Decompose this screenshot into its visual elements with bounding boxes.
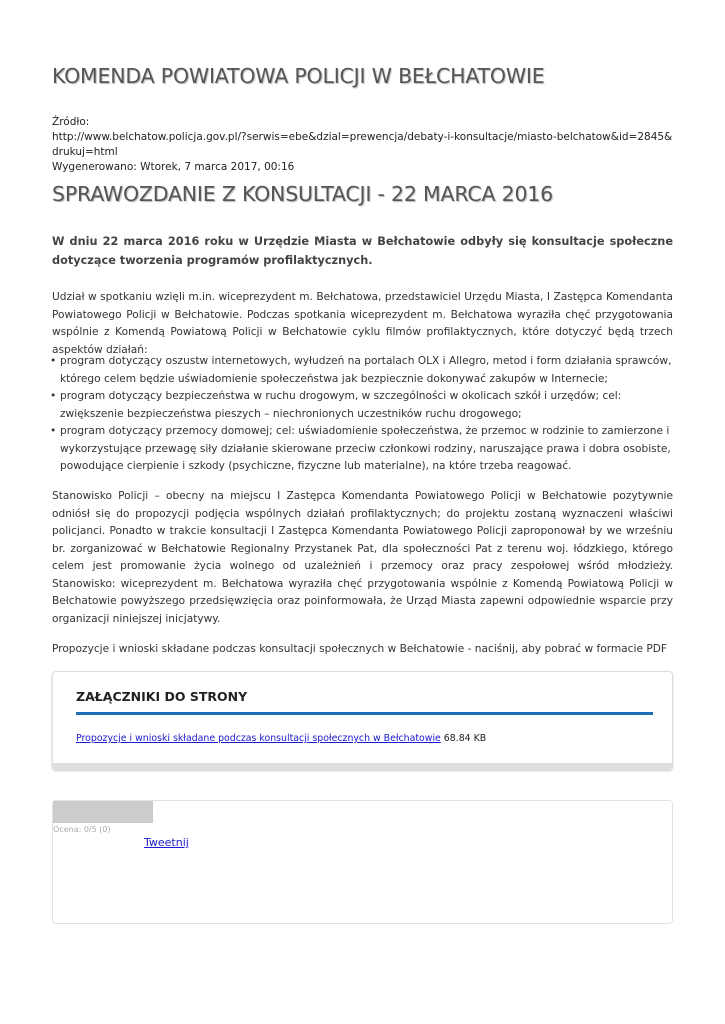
list-item-text: program dotyczący oszustw internetowych, wyłudzeń na portalach OLX i Allegro, metod i form działania sprawców, którego celem będzie uświadomienie społeczeństwa jak bezpiecznie dokonywać zakupów w Internecie; [60, 355, 672, 385]
source-label: Źródło: [52, 116, 90, 128]
rating-box [52, 800, 673, 924]
bullet-icon: • [50, 390, 57, 402]
attachments-box [52, 671, 673, 770]
bullet-icon: • [50, 355, 57, 367]
list-item-text: program dotyczący przemocy domowej; cel: uświadomienie społeczeństwa, że przemoc w rodzinie to zamierzone i wykorzystujące przewagę siły działanie skierowane przeciw członkowi rodziny, naruszające prawa i dobra osobiste, powodujące cierpienie i szkody (psychiczne, fizyczne lub materialne), na które trzeba reagować. [60, 425, 671, 472]
paragraph-intro: Udział w spotkaniu wzięli m.in. wiceprezydent m. Bełchatowa, przedstawiciel Urzędu Miasta, I Zastępca Komendanta Powiatowego Policji w Bełchatowie. Podczas spotkania wiceprezydent m. Bełchatowa wyraziła chęć przygotowania wspólnie z Komendą Powiatową Policji w Bełchatowie cyklu filmów profilaktycznych, które dotyczyć będą trzech aspektów działań: [52, 291, 673, 356]
article-lead: W dniu 22 marca 2016 roku w Urzędzie Miasta w Bełchatowie odbyły się konsultacje społeczne dotyczące tworzenia programów profilaktycznych. [52, 235, 673, 267]
print-meta [52, 115, 673, 175]
article-title: SPRAWOZDANIE Z KONSULTACJI - 22 MARCA 2016 [52, 182, 553, 206]
source-url: http://www.belchatow.policja.gov.pl/?serwis=ebe&dzial=prewencja/debaty-i-konsultacje/miasto-belchatow&id=2845&drukuj=html [52, 131, 673, 158]
attachments-divider [76, 712, 653, 715]
list-item [50, 388, 673, 423]
attachments-bottom-bar [53, 763, 672, 769]
attachment-link[interactable]: Propozycje i wnioski składane podczas konsultacji społecznych w Bełchatowie [76, 733, 441, 744]
attachment-item [76, 733, 486, 744]
paragraph-police-position: Stanowisko Policji – obecny na miejscu I Zastępca Komendanta Powiatowego Policji w Bełchatowie pozytywnie odniósł się do propozycji podjęcia wspólnych działań profilaktycznych; do projektu zostaną wyznaczeni właściwi policjanci. Ponadto w trakcie konsultacji I Zastępca Komendanta Powiatowego Policji zaproponował by we wrześniu br. zorganizować w Bełchatowie Regionalny Przystanek Pat, dla społeczności Pat z terenu woj. łódzkiego, którego celem jest promowanie życia wolnego od uzależnień i przemocy oraz pracy zespołowej wśród młodzieży. Stanowisko: wiceprezydent m. Bełchatowa wyraziła chęć przygotowania wspólnie z Komendą Powiatową Policji w Bełchatowie powyższego przedsięwzięcia oraz poinformowała, że Urząd Miasta zapewni odpowiednie wsparcie przy organizacji niniejszej inicjatywy. [52, 490, 673, 625]
site-title: KOMENDA POWIATOWA POLICJI W BEŁCHATOWIE [52, 64, 545, 88]
list-item [50, 423, 673, 476]
attachments-heading: ZAŁĄCZNIKI DO STRONY [76, 689, 248, 704]
programs-list [50, 353, 673, 476]
rating-score: Ocena: 0/5 (0) [53, 825, 111, 834]
rating-stars[interactable] [53, 801, 153, 823]
paragraph-pdf-note: Propozycje i wnioski składane podczas konsultacji społecznych w Bełchatowie - naciśnij, aby pobrać w formacie PDF [52, 643, 667, 655]
bullet-icon: • [50, 425, 57, 437]
list-item-text: program dotyczący bezpieczeństwa w ruchu drogowym, w szczególności w okolicach szkół i urzędów; cel: zwiększenie bezpieczeństwa pieszych – niechronionych uczestników ruchu drogowego; [60, 390, 622, 420]
tweet-link[interactable]: Tweetnij [144, 836, 189, 849]
list-item [50, 353, 673, 388]
generated-date: Wygenerowano: Wtorek, 7 marca 2017, 00:16 [52, 161, 295, 173]
attachment-size: 68.84 KB [440, 733, 487, 744]
